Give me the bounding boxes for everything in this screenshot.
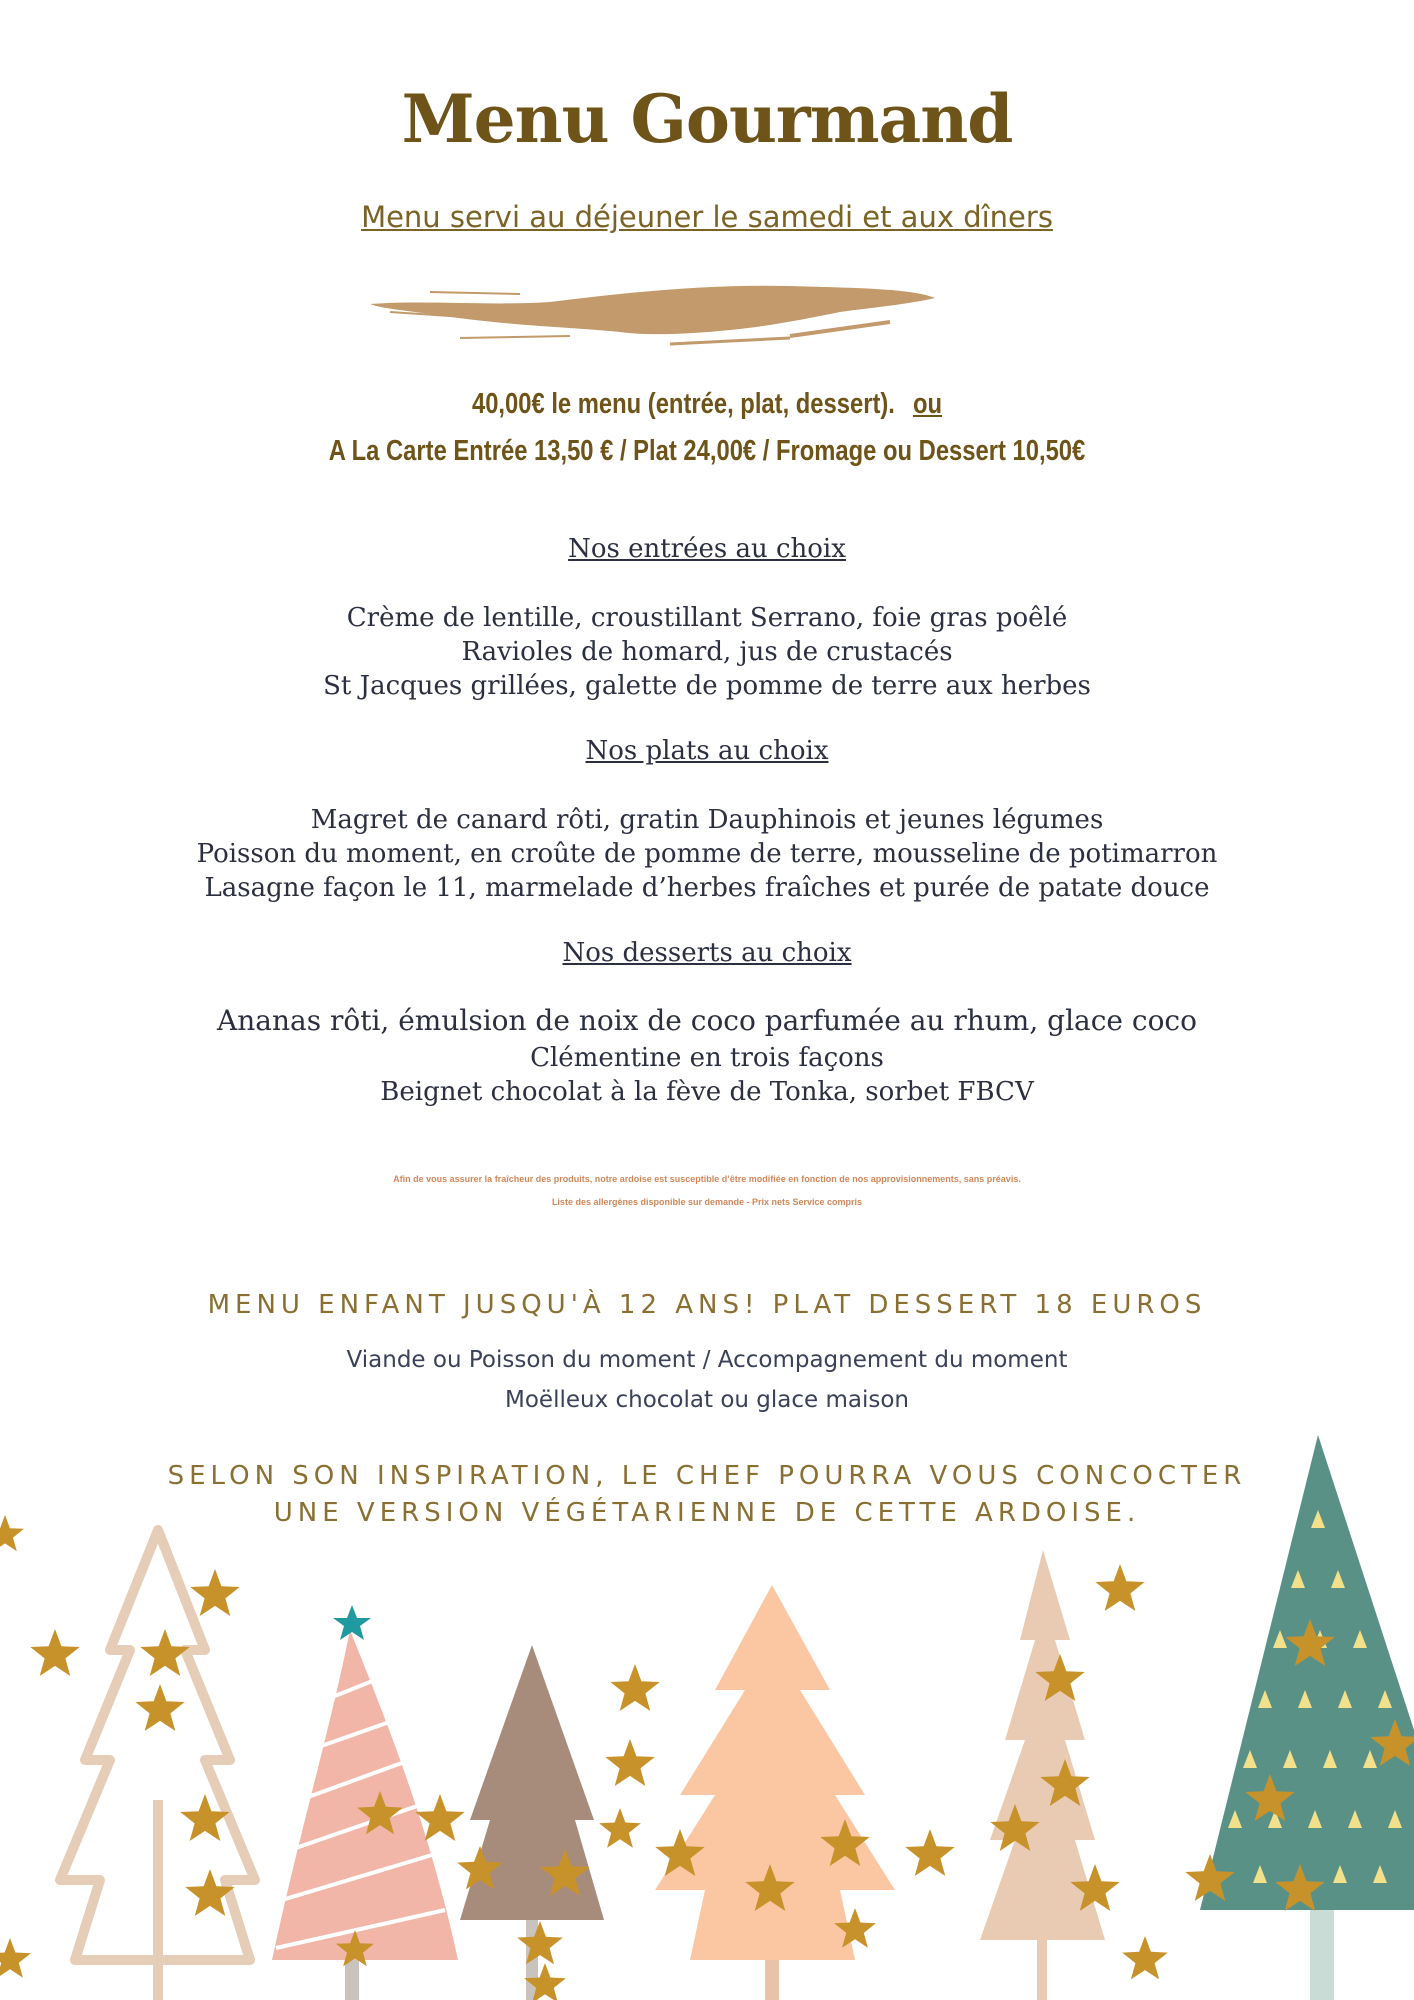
gold-star-icon bbox=[1095, 1564, 1144, 1611]
gold-star-icon bbox=[190, 1569, 239, 1616]
pink-tree bbox=[272, 1605, 458, 2000]
beige-tree bbox=[980, 1550, 1105, 2000]
gold-star-icon bbox=[1122, 1936, 1168, 1979]
chef-note-line: UNE VERSION VÉGÉTARIENNE DE CETTE ARDOISE. bbox=[273, 1498, 1141, 1528]
menu-price-line bbox=[127, 388, 1286, 421]
a-la-carte-prices: A La Carte Entrée 13,50 € / Plat 24,00€ / Fromage ou Dessert 10,50€ bbox=[328, 435, 1086, 467]
gold-star-icon bbox=[517, 1921, 563, 1964]
kids-menu-line: Moëlleux chocolat ou glace maison bbox=[505, 1387, 909, 1413]
gold-brush-stroke bbox=[370, 278, 950, 358]
teal-star-icon bbox=[333, 1605, 371, 1640]
kids-menu-line: Viande ou Poisson du moment / Accompagnement du moment bbox=[346, 1347, 1068, 1373]
gold-star-icon bbox=[905, 1829, 954, 1876]
allergens-note: Liste des allergènes disponible sur demande - Prix nets Service compris bbox=[551, 1197, 863, 1207]
plat-item: Lasagne façon le 11, marmelade d’herbes fraîches et purée de patate douce bbox=[204, 873, 1210, 903]
chef-note-line: SELON SON INSPIRATION, LE CHEF POURRA VOUS CONCOCTER bbox=[167, 1461, 1247, 1491]
gold-star-icon bbox=[0, 1938, 31, 1978]
menu-title: Menu Gourmand bbox=[401, 80, 1013, 158]
entree-item: Ravioles de homard, jus de crustacés bbox=[461, 637, 953, 667]
menu-price: 40,00€ le menu (entrée, plat, dessert). bbox=[471, 388, 895, 420]
menu-subtitle: Menu servi au déjeuner le samedi et aux dîners bbox=[361, 200, 1053, 234]
plats-heading: Nos plats au choix bbox=[585, 736, 829, 766]
entrees-heading: Nos entrées au choix bbox=[568, 534, 846, 564]
gold-star-icon bbox=[140, 1629, 189, 1676]
gold-star-icon bbox=[135, 1684, 184, 1731]
dessert-item: Clémentine en trois façons bbox=[530, 1043, 884, 1073]
entree-item: St Jacques grillées, galette de pomme de terre aux herbes bbox=[323, 671, 1091, 701]
gold-star-icon bbox=[605, 1739, 654, 1786]
plat-item: Magret de canard rôti, gratin Dauphinois et jeunes légumes bbox=[310, 805, 1104, 835]
freshness-note: Afin de vous assurer la fraîcheur des produits, notre ardoise est susceptible d’être modifiée en fonction de nos approvisionnements, sans préavis. bbox=[393, 1174, 1021, 1184]
dessert-item: Ananas rôti, émulsion de noix de coco parfumée au rhum, glace coco bbox=[217, 1004, 1197, 1037]
or-label: ou bbox=[912, 388, 943, 420]
entree-item: Crème de lentille, croustillant Serrano, foie gras poêlé bbox=[346, 603, 1068, 633]
gold-star-icon bbox=[610, 1664, 659, 1711]
plat-item: Poisson du moment, en croûte de pomme de terre, mousseline de potimarron bbox=[196, 839, 1218, 869]
desserts-heading: Nos desserts au choix bbox=[562, 938, 852, 968]
gold-star-icon bbox=[599, 1808, 641, 1848]
kids-menu-heading: MENU ENFANT JUSQU'À 12 ANS! PLAT DESSERT 18 EUROS bbox=[207, 1290, 1207, 1320]
dessert-item: Beignet chocolat à la fève de Tonka, sorbet FBCV bbox=[380, 1077, 1034, 1107]
gold-star-icon bbox=[30, 1629, 79, 1676]
